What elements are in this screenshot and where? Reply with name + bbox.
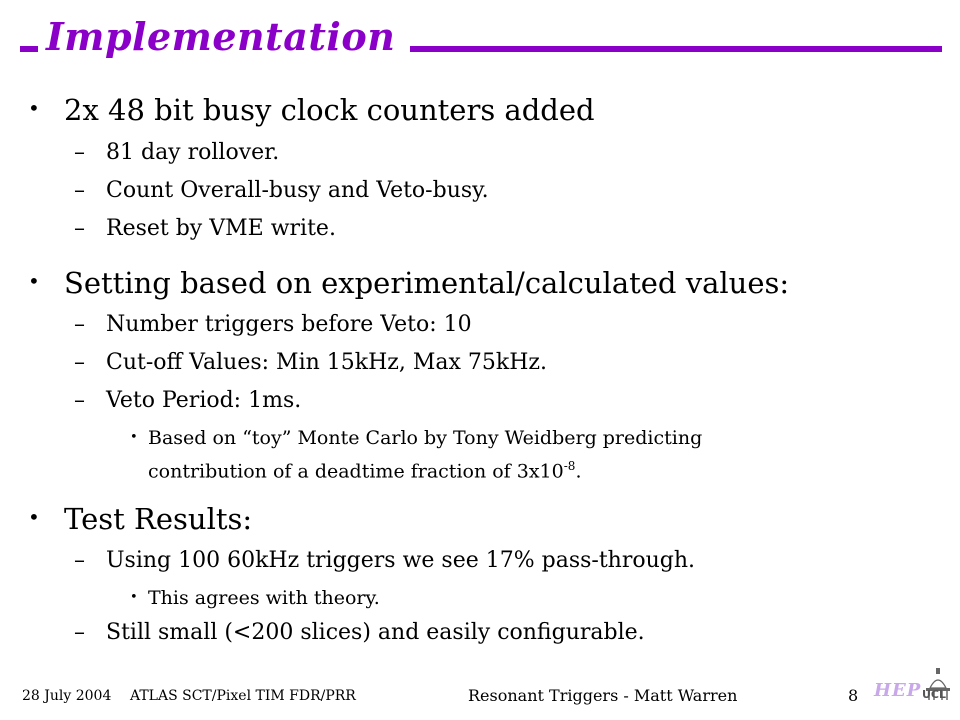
continuation-period: .: [575, 460, 582, 483]
sub-item: [74, 140, 279, 165]
sub-item-text: 81 day rollover.: [106, 140, 280, 165]
title-rule-left: [20, 46, 38, 52]
bullet-text: Test Results:: [64, 502, 253, 536]
footer-date: 28 July 2004: [22, 688, 112, 704]
sub-item-text: Still small (<200 slices) and easily configurable.: [106, 620, 645, 645]
bullet-settings: [28, 266, 789, 300]
bullet-test-results: [28, 502, 252, 536]
sub-item: [74, 178, 489, 203]
footer-event: ATLAS SCT/Pixel TIM FDR/PRR: [130, 688, 356, 704]
title-rule-right: [410, 46, 942, 52]
sub-item: [74, 548, 695, 573]
sub-item-text: Number triggers before Veto: 10: [106, 312, 472, 337]
sub-sub-item-text: Based on “toy” Monte Carlo by Tony Weidberg predicting: [148, 427, 703, 449]
bullet-dot-icon: •: [28, 96, 40, 120]
sub-item-text: Using 100 60kHz triggers we see 17% pass-through.: [106, 548, 696, 573]
sub-item-text: Count Overall-busy and Veto-busy.: [106, 178, 489, 203]
bullet-dot-icon: •: [130, 590, 138, 605]
bullet-dot-icon: •: [28, 269, 40, 293]
dash-icon: –: [74, 140, 85, 165]
page-title: Implementation: [46, 14, 396, 59]
sub-item-text: Veto Period: 1ms.: [106, 388, 302, 413]
dash-icon: –: [74, 178, 85, 203]
sub-sub-item-monte-carlo: [130, 424, 702, 485]
dash-icon: –: [74, 216, 85, 241]
dash-icon: –: [74, 388, 85, 413]
footer-talk-title: Resonant Triggers - Matt Warren: [468, 686, 738, 705]
exponent: -8: [563, 459, 576, 473]
bullet-text: Setting based on experimental/calculated values:: [64, 266, 790, 300]
bullet-dot-icon: •: [130, 430, 138, 445]
sub-sub-item-theory: [130, 584, 380, 612]
sub-item-text: Reset by VME write.: [106, 216, 336, 241]
bullet-text: 2x 48 bit busy clock counters added: [64, 93, 595, 127]
continuation-text: contribution of a deadtime fraction of 3x10: [148, 460, 564, 483]
bullet-busy-counters: [28, 93, 595, 127]
sub-item: [74, 216, 336, 241]
sub-item: [74, 312, 472, 337]
sub-item: [74, 620, 645, 645]
sub-sub-item-text: This agrees with theory.: [148, 587, 380, 609]
dash-icon: –: [74, 548, 85, 573]
sub-item: [74, 350, 547, 375]
sub-item: [74, 388, 301, 413]
ucl-logo-text: UCL: [922, 688, 947, 701]
page-number: 8: [848, 686, 859, 705]
sub-item-text: Cut-off Values: Min 15kHz, Max 75kHz.: [106, 350, 547, 375]
dash-icon: –: [74, 620, 85, 645]
sub-sub-item-continuation: [130, 452, 702, 485]
hep-logo-text: HEP: [874, 680, 922, 701]
bullet-dot-icon: •: [28, 505, 40, 529]
dash-icon: –: [74, 312, 85, 337]
dash-icon: –: [74, 350, 85, 375]
